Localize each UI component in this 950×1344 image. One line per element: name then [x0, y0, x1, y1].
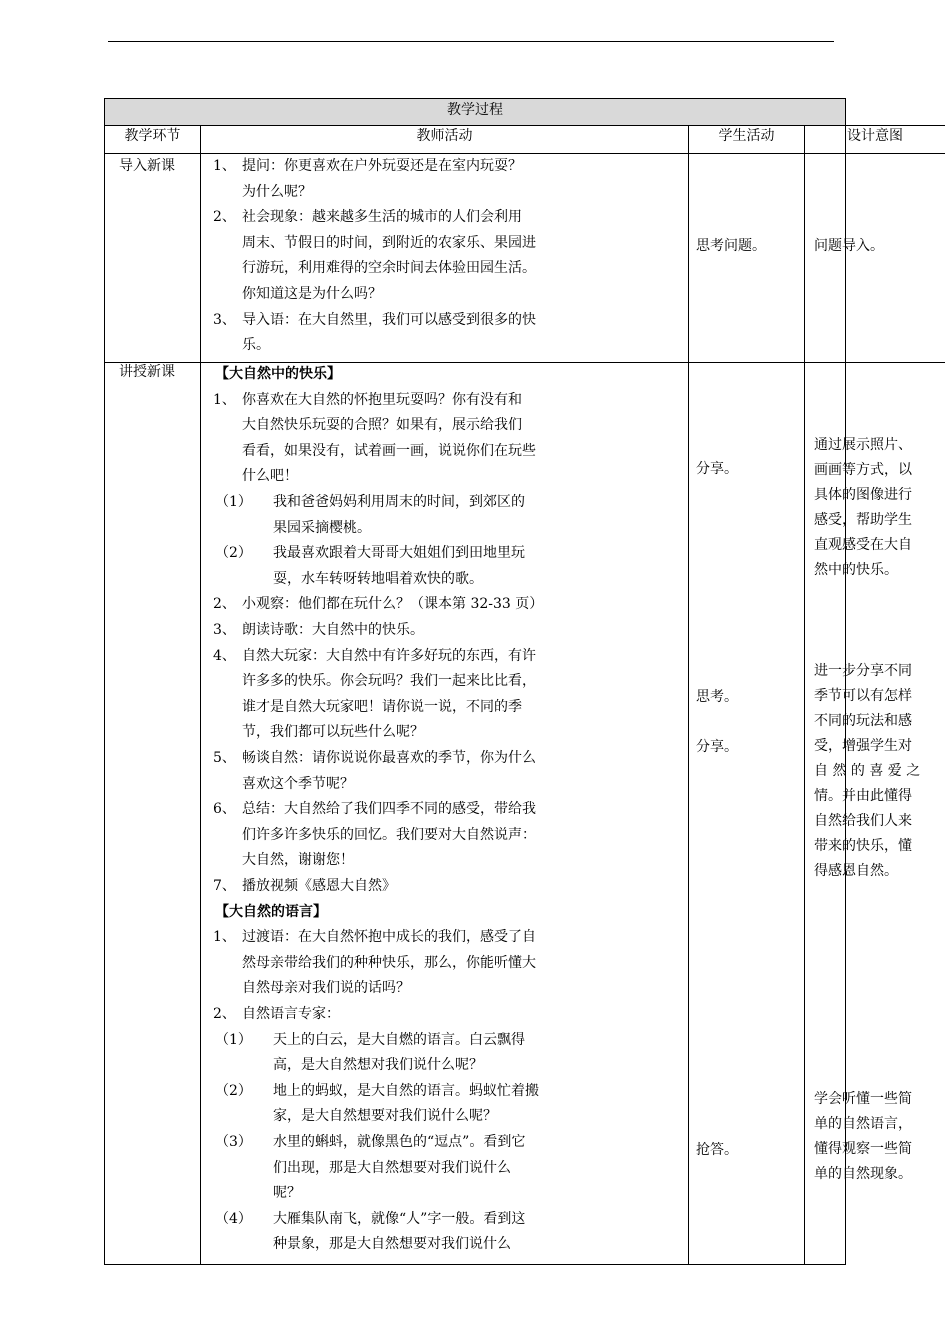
- table-title: 教学过程: [105, 99, 845, 125]
- intent-line: 进一步分享不同: [814, 663, 912, 679]
- item-text: 呢？: [273, 1185, 301, 1202]
- intent-line: 感受，帮助学生: [814, 512, 912, 528]
- item-text: 耍，水车转呀转地唱着欢快的歌。: [273, 570, 483, 587]
- item-text: 大自然快乐玩耍的合照？如果有，展示给我们: [242, 417, 522, 434]
- intent-line: 受，增强学生对: [814, 738, 912, 754]
- section-heading: 【大自然的语言】: [215, 903, 327, 920]
- intent-line: 画画等方式，以: [814, 462, 912, 478]
- intent-line: 情。并由此懂得: [814, 788, 912, 804]
- row2-student-think: 思考。: [696, 689, 738, 705]
- row1-intent-cell: [804, 153, 945, 362]
- header-intent: 设计意图: [804, 125, 945, 153]
- row2-intent-1: [814, 433, 940, 583]
- lesson-table: [104, 98, 921, 1265]
- row1-stage: 导入新课: [119, 158, 175, 174]
- header-rule: [108, 41, 834, 42]
- item-text: 导入语：在大自然里，我们可以感受到很多的快: [242, 311, 536, 328]
- row1-teacher-cell: [200, 153, 688, 362]
- item-text: 水里的蝌蚪，就像黑色的“逗点”。看到它: [273, 1134, 526, 1150]
- intent-line: 然中的快乐。: [814, 562, 898, 578]
- item-text: 总结：大自然给了我们四季不同的感受，带给我: [242, 801, 536, 818]
- item-text: 果园采摘樱桃。: [273, 519, 371, 536]
- intent-line: 自 然 的 喜 爱 之: [814, 763, 921, 779]
- item-text: 什么吧！: [242, 468, 298, 485]
- intent-line: 季节可以有怎样: [814, 688, 912, 704]
- item-text: 你知道这是为什么吗？: [242, 286, 382, 302]
- item-text: 喜欢这个季节呢？: [242, 775, 354, 792]
- item-number: 7、: [213, 878, 236, 894]
- item-number: 3、: [213, 622, 236, 638]
- item-text: 乐。: [242, 337, 270, 354]
- item-text: 自然大玩家：大自然中有许多好玩的东西，有许: [242, 647, 536, 664]
- item-text: 大自然，谢谢您！: [242, 852, 354, 869]
- row2-intent-2: [814, 659, 940, 884]
- row1-student: 思考问题。: [696, 238, 766, 254]
- item-text: 种景象，那是大自然想要对我们说什么: [273, 1236, 511, 1253]
- header-stage: 教学环节: [105, 125, 200, 153]
- item-number: 1、: [213, 391, 236, 408]
- intent-line: 单的自然现象。: [814, 1166, 912, 1182]
- item-text: 谁才是自然大玩家吧！请你说一说，不同的季: [242, 698, 522, 715]
- item-text: 提问：你更喜欢在户外玩耍还是在室内玩耍？: [242, 158, 522, 174]
- intent-line: 不同的玩法和感: [814, 713, 912, 729]
- row2-student-cell: [688, 362, 804, 1264]
- item-text: 节，我们都可以玩些什么呢？: [242, 724, 424, 741]
- item-text: 看看，如果没有，试着画一画，说说你们在玩些: [242, 442, 536, 459]
- item-text: 天上的白云，是大自燃的语言。白云飘得: [273, 1031, 525, 1048]
- item-number: 3、: [213, 311, 236, 328]
- item-number: 2、: [213, 596, 236, 613]
- item-text: 们许多许多快乐的回忆。我们要对大自然说声：: [242, 826, 536, 843]
- item-text: 自然语言专家：: [242, 1006, 340, 1022]
- item-text: 然母亲带给我们的种种快乐，那么，你能听懂大: [242, 954, 536, 971]
- intent-line: 学会听懂一些简: [814, 1091, 912, 1107]
- item-text: 高，是大自然想对我们说什么呢？: [273, 1057, 483, 1074]
- item-text: 你喜欢在大自然的怀抱里玩耍吗？你有没有和: [242, 391, 522, 408]
- intent-line: 直观感受在大自: [814, 537, 912, 553]
- item-text: 我最喜欢跟着大哥哥大姐姐们到田地里玩: [273, 545, 525, 562]
- item-number: （1）: [215, 494, 252, 510]
- item-text: 社会现象：越来越多生活的城市的人们会利用: [242, 209, 522, 226]
- row1-stage-cell: [105, 153, 200, 362]
- item-number: （2）: [215, 545, 252, 562]
- item-number: 2、: [213, 1006, 236, 1022]
- item-text: 大雁集队南飞，就像“人”字一般。看到这: [273, 1210, 526, 1227]
- item-number: 5、: [213, 750, 236, 766]
- row1-intent: 问题导入。: [814, 238, 884, 254]
- intent-line: 具体的图像进行: [814, 487, 912, 503]
- row2-stage: 讲授新课: [119, 364, 175, 380]
- item-number: 6、: [213, 801, 236, 818]
- intent-line: 带来的快乐，懂: [814, 838, 912, 854]
- item-text: 播放视频《感恩大自然》: [242, 878, 396, 894]
- item-number: （4）: [215, 1210, 252, 1227]
- item-text: 畅谈自然：请你说说你最喜欢的季节，你为什么: [242, 750, 536, 766]
- row2-student-answer: 抢答。: [696, 1142, 738, 1158]
- row2-stage-cell: [105, 362, 200, 1264]
- item-text: 过渡语：在大自然怀抱中成长的我们，感受了自: [242, 929, 536, 946]
- item-text: 周末、节假日的时间，到附近的农家乐、果园进: [242, 234, 536, 251]
- row2-teacher-cell: [200, 362, 688, 1264]
- row2-intent-3: [814, 1087, 940, 1187]
- item-text: 小观察：他们都在玩什么？（课本第 32-33 页）: [242, 596, 544, 613]
- intent-line: 通过展示照片、: [814, 437, 912, 453]
- item-number: （1）: [215, 1031, 252, 1048]
- item-number: （3）: [215, 1134, 252, 1150]
- row1-student-cell: [688, 153, 804, 362]
- intent-line: 自然给我们人来: [814, 813, 912, 829]
- row2-student-share: 分享。: [696, 461, 738, 477]
- item-text: 自然母亲对我们说的话吗？: [242, 980, 410, 997]
- item-number: 1、: [213, 929, 236, 946]
- item-number: （2）: [215, 1082, 252, 1099]
- intent-line: 单的自然语言，: [814, 1116, 912, 1132]
- item-number: 2、: [213, 209, 236, 226]
- item-number: 1、: [213, 158, 236, 174]
- intent-line: 懂得观察一些简: [814, 1141, 912, 1157]
- intent-line: 得感恩自然。: [814, 863, 898, 879]
- header-student: 学生活动: [688, 125, 804, 153]
- item-number: 4、: [213, 647, 236, 664]
- item-text: 地上的蚂蚁，是大自然的语言。蚂蚁忙着搬: [273, 1082, 539, 1099]
- item-text: 家，是大自然想要对我们说什么呢？: [273, 1108, 497, 1125]
- item-text: 们出现，那是大自然想要对我们说什么: [273, 1159, 511, 1176]
- row2-student-share2: 分享。: [696, 739, 738, 755]
- item-text: 我和爸爸妈妈利用周末的时间，到郊区的: [273, 494, 525, 510]
- item-text: 许多多的快乐。你会玩吗？我们一起来比比看，: [242, 673, 536, 690]
- header-teacher: 教师活动: [200, 125, 688, 153]
- item-text: 为什么呢？: [242, 183, 312, 200]
- section-heading: 【大自然中的快乐】: [215, 366, 341, 382]
- item-text: 朗读诗歌：大自然中的快乐。: [242, 622, 424, 638]
- item-text: 行游玩，利用难得的空余时间去体验田园生活。: [242, 260, 536, 277]
- row2-intent-cell: [804, 362, 945, 1264]
